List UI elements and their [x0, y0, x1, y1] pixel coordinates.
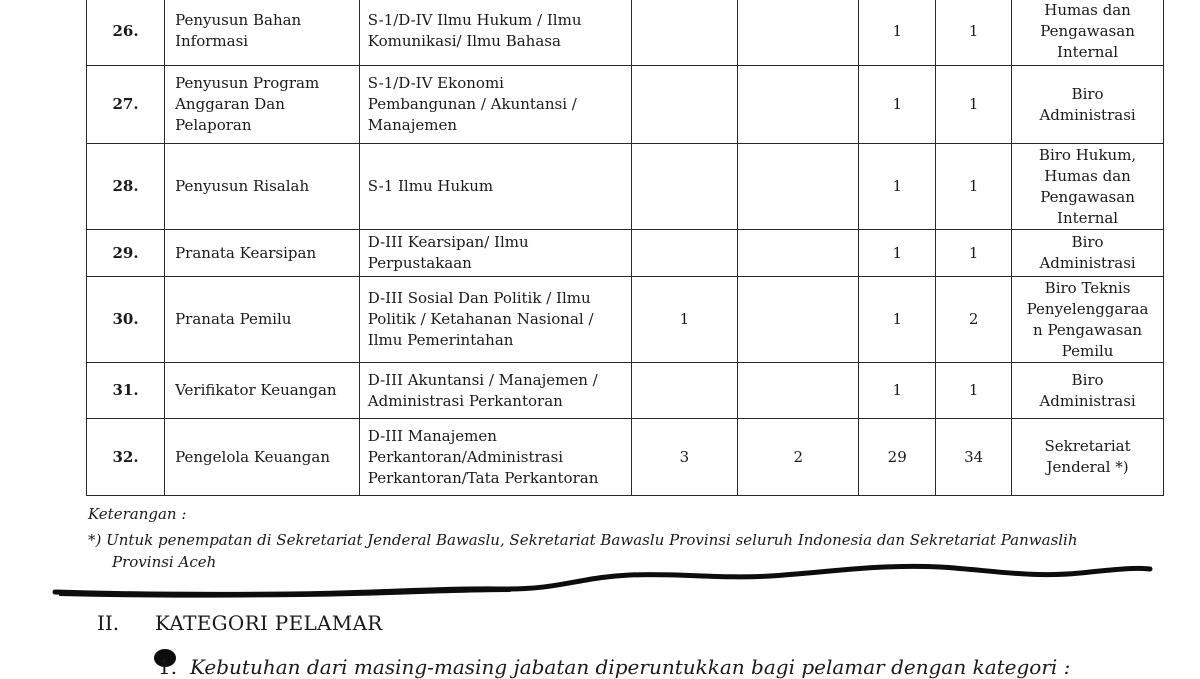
row-number-cell: 26. — [87, 0, 165, 66]
section-title: KATEGORI PELAMAR — [155, 611, 383, 635]
count-cell-3: 1 — [859, 363, 936, 419]
education-cell-line: Administrasi Perkantoran — [367, 391, 563, 410]
education-cell-line: Komunikasi/ Ilmu Bahasa — [367, 32, 561, 50]
list-item-text: Kebutuhan dari masing-masing jabatan diperuntukkan bagi pelamar dengan kategori : — [190, 655, 1071, 679]
total-cell: 2 — [936, 277, 1012, 363]
list-item-number: 1. — [158, 655, 178, 679]
job-title-cell — [165, 0, 360, 66]
pen-squiggle-mark — [0, 555, 1200, 605]
unit-cell-line: Administrasi — [1039, 254, 1136, 272]
count-cell-1: 3 — [631, 419, 738, 496]
table-row — [87, 144, 1164, 230]
count-cell-1 — [631, 230, 738, 277]
table-row — [87, 419, 1164, 496]
unit-cell-line: Biro — [1071, 370, 1104, 389]
education-cell-line: Politik / Ketahanan Nasional / — [367, 310, 594, 328]
count-cell-3: 1 — [859, 66, 936, 144]
unit-cell-line: Internal — [1057, 42, 1119, 61]
unit-cell — [1012, 230, 1164, 277]
unit-cell — [1012, 419, 1164, 496]
job-title-cell — [165, 419, 360, 496]
formation-table — [86, 0, 1164, 496]
unit-cell-line: Internal — [1057, 208, 1119, 227]
note-line-1: *) Untuk penempatan di Sekretariat Jenderal Bawaslu, Sekretariat Bawaslu Provinsi seluruh Indonesia dan Sekretariat Panwaslih — [88, 531, 1078, 549]
education-cell — [359, 66, 631, 144]
unit-cell-line: Sekretariat — [1044, 437, 1131, 455]
unit-cell-line: Administrasi — [1039, 105, 1136, 124]
table-body — [87, 0, 1164, 496]
count-cell-2 — [738, 144, 859, 230]
unit-cell-line: Biro — [1071, 84, 1104, 103]
section-number: II. — [97, 611, 120, 635]
count-cell-2 — [738, 0, 859, 66]
job-title-cell — [165, 277, 360, 363]
job-title-cell-line: Pengelola Keuangan — [175, 447, 331, 466]
unit-cell-line: Jenderal *) — [1046, 458, 1129, 476]
education-cell-line: D-III Akuntansi / Manajemen / — [367, 370, 598, 389]
unit-cell-line: Humas dan — [1044, 166, 1131, 185]
unit-cell — [1012, 144, 1164, 230]
education-cell — [359, 230, 631, 277]
education-cell — [359, 277, 631, 363]
education-cell — [359, 363, 631, 419]
job-title-cell-line: Penyusun Bahan — [175, 11, 302, 29]
education-cell-line: Manajemen — [367, 116, 457, 134]
table-row — [87, 0, 1164, 66]
row-number-cell: 27. — [87, 66, 165, 144]
job-title-cell-line: Anggaran Dan — [175, 95, 285, 113]
row-number-cell: 28. — [87, 144, 165, 230]
count-cell-3: 1 — [859, 277, 936, 363]
education-cell-line: S-1 Ilmu Hukum — [367, 177, 494, 195]
count-cell-2 — [738, 363, 859, 419]
education-cell-line: Pembangunan / Akuntansi / — [367, 95, 577, 113]
note-line-2: Provinsi Aceh — [112, 553, 217, 571]
job-title-cell-line: Penyusun Risalah — [175, 177, 310, 195]
count-cell-3: 1 — [859, 230, 936, 277]
unit-cell — [1012, 277, 1164, 363]
education-cell-line: Perkantoran/Tata Perkantoran — [367, 468, 599, 487]
job-title-cell-line: Informasi — [175, 32, 249, 50]
education-cell — [359, 0, 631, 66]
unit-cell — [1012, 0, 1164, 66]
job-title-cell-line: Pranata Pemilu — [175, 310, 292, 328]
job-title-cell — [165, 230, 360, 277]
table-row — [87, 66, 1164, 144]
count-cell-1 — [631, 0, 738, 66]
total-cell: 1 — [936, 66, 1012, 144]
job-title-cell-line: Penyusun Program — [175, 74, 320, 92]
education-cell-line: Perpustakaan — [367, 254, 472, 272]
job-title-cell — [165, 144, 360, 230]
row-number-cell: 29. — [87, 230, 165, 277]
unit-cell-line: Biro Hukum, — [1038, 145, 1137, 164]
unit-cell-line: Humas dan — [1044, 0, 1131, 19]
education-cell-line: S-1/D-IV Ekonomi — [367, 74, 504, 92]
count-cell-1 — [631, 363, 738, 419]
education-cell — [359, 419, 631, 496]
education-cell-line: Ilmu Pemerintahan — [367, 331, 514, 349]
job-title-cell — [165, 363, 360, 419]
unit-cell — [1012, 66, 1164, 144]
unit-cell — [1012, 363, 1164, 419]
note-label: Keterangan : — [88, 505, 187, 523]
unit-cell-line: Penyelenggaraa — [1026, 299, 1149, 318]
count-cell-2: 2 — [738, 419, 859, 496]
unit-cell-line: Administrasi — [1039, 391, 1136, 410]
row-number-cell: 31. — [87, 363, 165, 419]
job-title-cell — [165, 66, 360, 144]
table-row — [87, 230, 1164, 277]
education-cell-line: S-1/D-IV Ilmu Hukum / Ilmu — [367, 11, 582, 29]
unit-cell-line: Biro Teknis — [1044, 278, 1131, 297]
count-cell-3: 29 — [859, 419, 936, 496]
row-number-cell: 32. — [87, 419, 165, 496]
total-cell: 1 — [936, 363, 1012, 419]
table-row — [87, 277, 1164, 363]
education-cell-line: D-III Sosial Dan Politik / Ilmu — [367, 289, 591, 307]
education-cell-line: D-III Kearsipan/ Ilmu — [367, 233, 529, 251]
count-cell-3: 1 — [859, 144, 936, 230]
count-cell-3: 1 — [859, 0, 936, 66]
unit-cell-line: Biro — [1071, 233, 1104, 251]
table-row — [87, 363, 1164, 419]
job-title-cell-line: Pelaporan — [175, 116, 252, 134]
education-cell — [359, 144, 631, 230]
unit-cell-line: Pengawasan — [1040, 21, 1135, 40]
total-cell: 1 — [936, 230, 1012, 277]
count-cell-2 — [738, 277, 859, 363]
total-cell: 34 — [936, 419, 1012, 496]
count-cell-2 — [738, 66, 859, 144]
total-cell: 1 — [936, 144, 1012, 230]
education-cell-line: D-III Manajemen — [367, 426, 497, 445]
count-cell-1 — [631, 66, 738, 144]
total-cell: 1 — [936, 0, 1012, 66]
unit-cell-line: Pemilu — [1061, 341, 1114, 360]
count-cell-1: 1 — [631, 277, 738, 363]
education-cell-line: Perkantoran/Administrasi — [367, 447, 564, 466]
count-cell-2 — [738, 230, 859, 277]
count-cell-1 — [631, 144, 738, 230]
unit-cell-line: Pengawasan — [1040, 187, 1135, 206]
job-title-cell-line: Pranata Kearsipan — [175, 243, 317, 262]
job-title-cell-line: Verifikator Keuangan — [175, 381, 337, 399]
unit-cell-line: n Pengawasan — [1033, 320, 1143, 339]
row-number-cell: 30. — [87, 277, 165, 363]
